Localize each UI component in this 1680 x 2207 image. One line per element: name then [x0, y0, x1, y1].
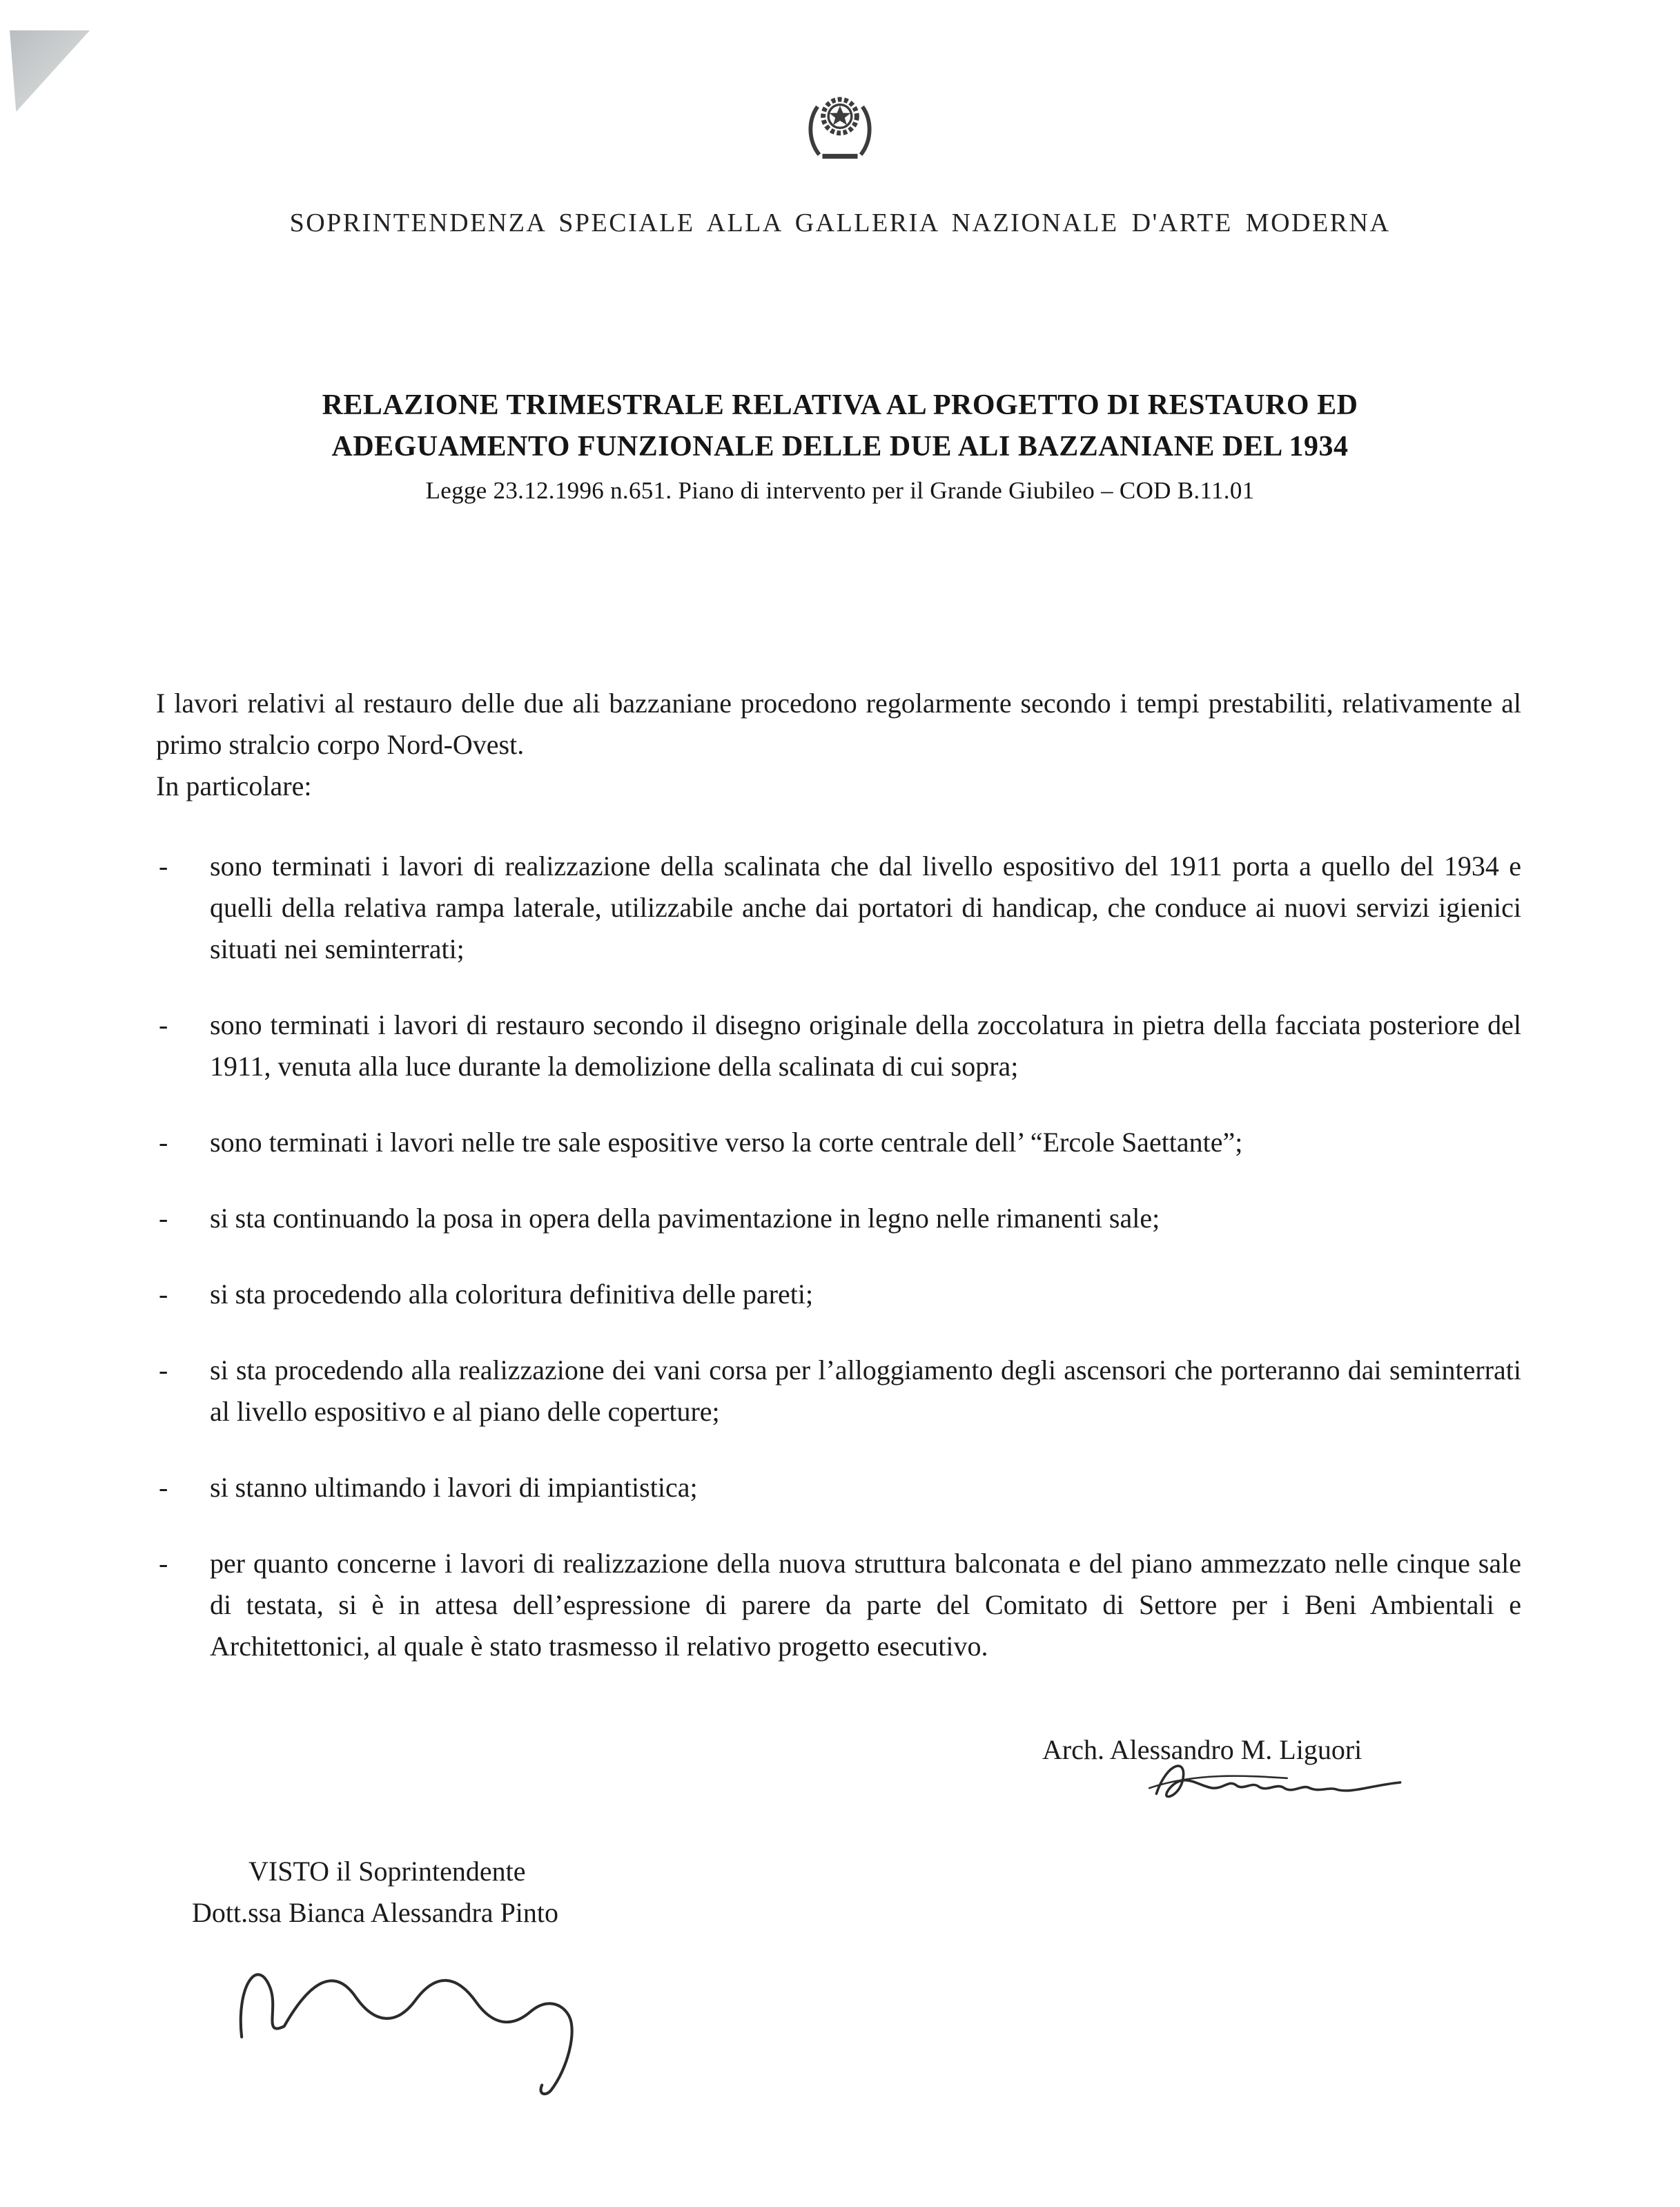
- list-item: [156, 1350, 1521, 1432]
- list-item: [156, 1274, 1521, 1315]
- list-item-text: si sta continuando la posa in opera della pavimentazione in legno nelle rimanenti sale;: [210, 1203, 1160, 1234]
- title-subtitle: Legge 23.12.1996 n.651. Piano di intervento per il Grande Giubileo – COD B.11.01: [425, 477, 1255, 504]
- bullet-dash: -: [159, 1354, 168, 1386]
- architect-signature-block: [1042, 1731, 1680, 1769]
- document-body: [156, 683, 1521, 1667]
- list-item-text: per quanto concerne i lavori di realizzazione della nuova struttura balconata e del piano ammezzato nelle cinque sale di testata, si è in attesa dell’espressione di parere da parte del Comitato di Settore per i Beni Ambientali e Architettonici, al quale è stato trasmesso il relativo progetto esecutivo.: [210, 1548, 1521, 1662]
- bullet-dash: -: [159, 1203, 168, 1234]
- visto-line: VISTO il Soprintendente: [248, 1856, 526, 1887]
- scan-corner-artifact: [10, 30, 90, 112]
- bullet-dash: -: [159, 1009, 168, 1040]
- list-item-text: si sta procedendo alla realizzazione dei vani corsa per l’alloggiamento degli ascensori che porteranno dai seminterrati al livello espositivo e al piano delle coperture;: [210, 1354, 1521, 1427]
- in-particular-label: In particolare:: [156, 770, 312, 801]
- list-item: [156, 846, 1521, 970]
- institution-header: SOPRINTENDENZA SPECIALE ALLA GALLERIA NAZIONALE D'ARTE MODERNA: [289, 208, 1391, 237]
- bullet-dash: -: [159, 1127, 168, 1158]
- bullet-dash: -: [159, 1278, 168, 1310]
- pinto-handwritten-signature-icon: [228, 1938, 683, 2101]
- list-item: [156, 1198, 1521, 1239]
- bullet-dash: -: [159, 850, 168, 882]
- list-item-text: sono terminati i lavori di restauro secondo il disegno originale della zoccolatura in pietra della facciata posteriore del 1911, venuta alla luce durante la demolizione della scalinata di cui sopra;: [210, 1009, 1521, 1082]
- list-item: [156, 1004, 1521, 1087]
- bullet-dash: -: [159, 1472, 168, 1503]
- list-item: [156, 1467, 1521, 1508]
- bullet-dash: -: [159, 1548, 168, 1579]
- intro-paragraph: I lavori relativi al restauro delle due ali bazzaniane procedono regolarmente secondo i tempi prestabiliti, relativamente al primo stralcio corpo Nord-Ovest.: [156, 688, 1521, 760]
- title-line-2: ADEGUAMENTO FUNZIONALE DELLE DUE ALI BAZZANIANE DEL 1934: [331, 431, 1349, 463]
- state-emblem-icon: [800, 84, 880, 168]
- list-item-text: sono terminati i lavori di realizzazione della scalinata che dal livello espositivo del 1911 porta a quello del 1934 e quelli della relativa rampa laterale, utilizzabile anche dai portatori di handicap, che conduce ai nuovi servizi igienici situati nei seminterrati;: [210, 850, 1521, 964]
- list-item-text: si stanno ultimando i lavori di impiantistica;: [210, 1472, 698, 1503]
- list-item-text: si sta procedendo alla coloritura definitiva delle pareti;: [210, 1278, 814, 1310]
- document-title: [0, 385, 1680, 512]
- title-line-1: RELAZIONE TRIMESTRALE RELATIVA AL PROGETTO DI RESTAURO ED: [322, 389, 1358, 421]
- architect-name: Arch. Alessandro M. Liguori: [1042, 1734, 1362, 1765]
- report-item-list: [156, 846, 1521, 1667]
- list-item-text: sono terminati i lavori nelle tre sale espositive verso la corte centrale dell’ “Ercole Saettante”;: [210, 1127, 1243, 1158]
- liguori-handwritten-signature-icon: [1146, 1750, 1443, 1816]
- list-item: [156, 1543, 1521, 1667]
- soprintendente-name: Dott.ssa Bianca Alessandra Pinto: [192, 1897, 559, 1928]
- list-item: [156, 1122, 1521, 1163]
- visto-block: [0, 1851, 1680, 1934]
